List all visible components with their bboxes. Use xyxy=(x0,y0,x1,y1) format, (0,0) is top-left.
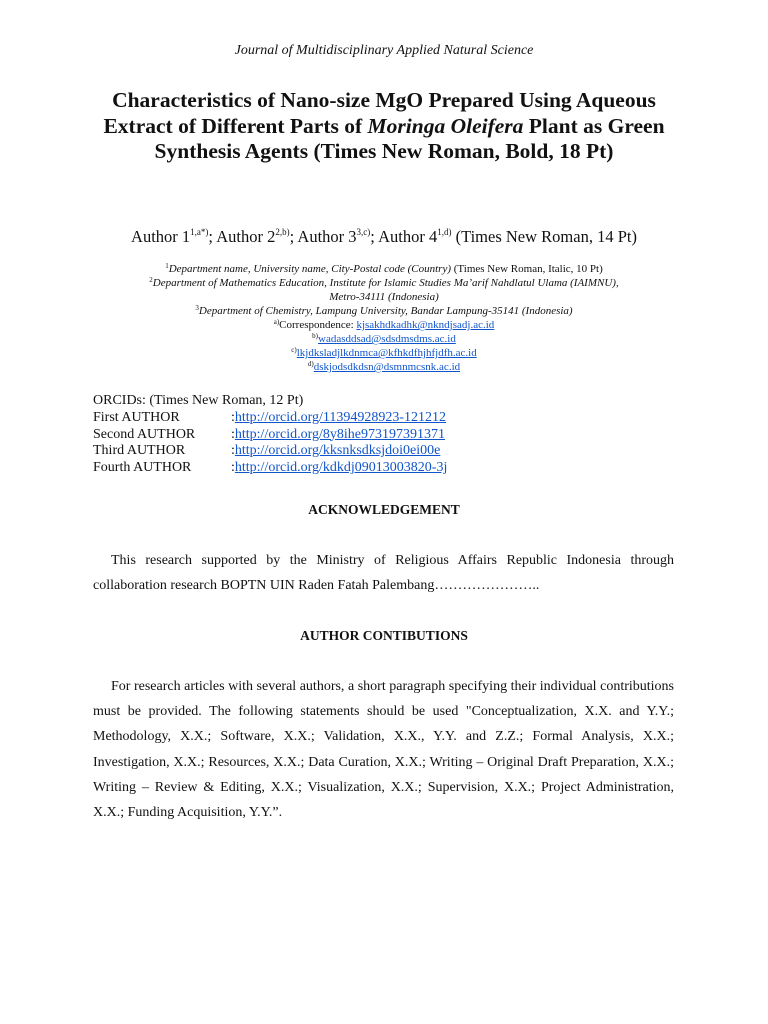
acknowledgement-heading: ACKNOWLEDGEMENT xyxy=(308,502,460,517)
affiliation-mark: 1 xyxy=(165,262,169,270)
email-link-d[interactable]: dskjodsdkdsn@dsmnmcsnk.ac.id xyxy=(313,361,461,373)
email-mark: a) xyxy=(273,318,280,326)
email-mark: c) xyxy=(291,346,297,354)
affiliation-text: Department of Mathematics Education, Institute for Islamic Studies Ma’arif Nahdlatul Ulama (IAIMNU), xyxy=(152,277,619,289)
orcid-colon: : xyxy=(231,443,235,459)
author-affiliation-mark: 2,b) xyxy=(275,227,290,237)
paper-title xyxy=(90,88,678,165)
acknowledgement-paragraph: This research supported by the Ministry of Religious Affairs Republic Indonesia through collaboration research BOPTN UIN Raden Fatah Palembang………………….. xyxy=(93,553,674,594)
orcid-row xyxy=(93,427,693,444)
orcid-author-label: First AUTHOR xyxy=(93,409,180,425)
orcid-row xyxy=(93,443,693,460)
orcid-colon: : xyxy=(231,409,235,425)
author-separator: ; xyxy=(289,227,298,246)
affiliation-block xyxy=(60,262,708,374)
title-species: Moringa Oleifera xyxy=(367,113,524,138)
email-line-b xyxy=(60,332,708,346)
author-name: Author 1 xyxy=(131,227,191,246)
affiliation-2 xyxy=(60,276,708,290)
email-mark: b) xyxy=(312,332,318,340)
orcid-author-label: Fourth AUTHOR xyxy=(93,460,192,476)
orcid-colon: : xyxy=(231,426,235,442)
affiliation-text: Department of Chemistry, Lampung University, Bandar Lampung-35141 (Indonesia) xyxy=(198,305,573,317)
orcid-row xyxy=(93,460,693,477)
orcid-author-label: Third AUTHOR xyxy=(93,443,186,459)
author-separator: ; xyxy=(208,227,217,246)
correspondence-line xyxy=(60,318,708,332)
affiliation-2-continued: Metro-34111 (Indonesia) xyxy=(329,291,439,303)
author-separator: ; xyxy=(370,227,379,246)
affiliation-3 xyxy=(60,304,708,318)
author-affiliation-mark: 1,a*) xyxy=(190,227,209,237)
author-name: Author 3 xyxy=(297,227,357,246)
orcid-link[interactable]: http://orcid.org/11394928923-121212 xyxy=(234,409,447,425)
affiliation-text: Department name, University name, City-Postal code (Country) xyxy=(168,263,452,275)
orcid-colon: : xyxy=(231,460,235,476)
orcid-link[interactable]: http://orcid.org/kdkdj09013003820-3j xyxy=(234,460,448,476)
affiliation-1 xyxy=(60,262,708,276)
orcid-row xyxy=(93,410,693,427)
affiliation-mark: 2 xyxy=(149,276,153,284)
author-contributions-paragraph: For research articles with several authors, a short paragraph specifying their individual contributions must be provided. The following statements should be used "Conceptualization, X.X. and Y.Y.; Methodology, X.X.; Software, X.X.; Validation, X.X., Y.Y. and Z.Z.; Formal Analysis, X.X.; Investigation, X.X.; Resources, X.X.; Data Curation, X.X.; Writing – Original Draft Preparation, X.X.; Writing – Review & Editing, X.X.; Visualization, X.X.; Supervision, X.X.; Project Administration, X.X.; Funding Acquisition, Y.Y.”. xyxy=(93,679,674,821)
author-font-note: (Times New Roman, 14 Pt) xyxy=(451,227,637,246)
orcid-heading: ORCIDs: (Times New Roman, 12 Pt) xyxy=(93,393,304,408)
title-part-2: Plant as Green Synthesis Agents (Times New Roman, Bold, 18 Pt) xyxy=(154,113,665,163)
author-list xyxy=(0,227,768,247)
email-link-a[interactable]: kjsakhdkadhk@nkndjsadj.ac.id xyxy=(356,319,495,331)
author-affiliation-mark: 3,c) xyxy=(356,227,371,237)
email-link-b[interactable]: wadasddsad@sdsdmsdms.ac.id xyxy=(318,333,456,345)
email-link-c[interactable]: lkjdksladjlkdnmca@kfhkdfhjhfjdfh.ac.id xyxy=(296,347,477,359)
affiliation-font-note: (Times New Roman, Italic, 10 Pt) xyxy=(451,263,603,275)
orcid-link[interactable]: http://orcid.org/kksnksdksjdoi0ei00e xyxy=(234,443,441,459)
journal-name: Journal of Multidisciplinary Applied Natural Science xyxy=(234,43,534,58)
email-line-d xyxy=(60,360,708,374)
orcid-section xyxy=(93,393,693,477)
title-part-1: Characteristics of Nano-size MgO Prepared Using Aqueous Extract of Different Parts of xyxy=(103,88,656,138)
author-name: Author 2 xyxy=(216,227,276,246)
author-name: Author 4 xyxy=(378,227,438,246)
author-contributions-heading: AUTHOR CONTIBUTIONS xyxy=(300,628,468,643)
email-mark: d) xyxy=(307,360,314,368)
correspondence-label: Correspondence: xyxy=(279,319,357,331)
orcid-link[interactable]: http://orcid.org/8y8ihe973197391371 xyxy=(234,426,446,442)
author-affiliation-mark: 1,d) xyxy=(437,227,452,237)
affiliation-mark: 3 xyxy=(195,304,199,312)
email-line-c xyxy=(60,346,708,360)
orcid-author-label: Second AUTHOR xyxy=(93,426,196,442)
